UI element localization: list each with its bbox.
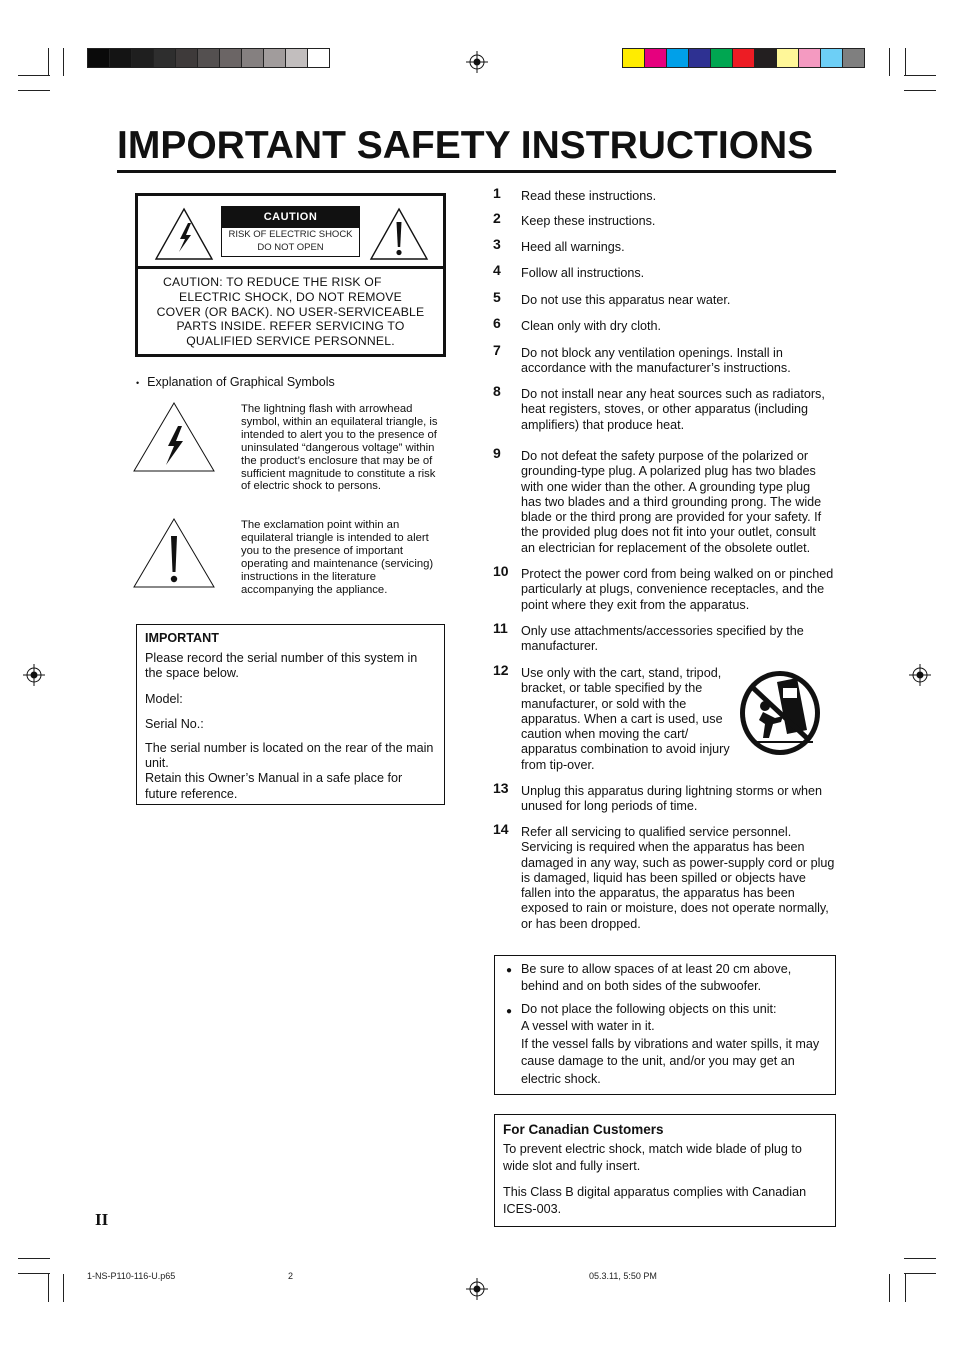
color-swatch: [644, 48, 667, 68]
color-swatch: [87, 48, 110, 68]
item-number: 1: [493, 185, 501, 201]
important-heading: IMPORTANT: [145, 631, 219, 645]
lightning-symbol-description: The lightning flash with arrowhead symbol, within an equilateral triangle, is intended to alert you to the presence of uninsulated “dangerous voltage” within the product’s enclosure that may be of sufficient magnitude to constitute a risk of electric shock to persons.: [241, 403, 438, 493]
item-text: Unplug this apparatus during lightning storms or when unused for long periods of time.: [521, 784, 823, 814]
item-text: Use only with the cart, stand, tripod, bracket, or table specified by the manufacturer, or sold with the apparatus. When a cart is used, use caution when moving the cart/ apparatus combination to avoid injury from tip-over.: [521, 666, 730, 772]
bullet-dot: •: [136, 378, 140, 388]
lightning-triangle-icon: [133, 402, 215, 472]
title-rule: [117, 170, 836, 173]
item-text: Heed all warnings.: [521, 240, 625, 254]
color-swatch: [175, 48, 198, 68]
cart-tip-over-warning-icon: [737, 668, 823, 756]
color-swatch: [710, 48, 733, 68]
exclamation-triangle-icon: [368, 206, 430, 262]
color-swatch: [622, 48, 645, 68]
page-number: II: [95, 1210, 109, 1229]
objects-note: Do not place the following objects on this unit:: [521, 1002, 777, 1016]
color-swatch: [307, 48, 330, 68]
caution-divider: [138, 266, 443, 269]
registration-mark-icon: [23, 664, 45, 686]
spacing-note: Be sure to allow spaces of at least 20 cm above, behind and on both sides of the subwoofer.: [521, 962, 792, 994]
item-number: 6: [493, 315, 501, 331]
model-label: Model:: [145, 691, 183, 706]
item-number: 4: [493, 262, 501, 278]
footer-filename: 1-NS-P110-116-U.p65: [87, 1271, 176, 1281]
page-title: IMPORTANT SAFETY INSTRUCTIONS: [117, 124, 814, 167]
color-swatch: [732, 48, 755, 68]
color-swatch: [241, 48, 264, 68]
item-text: Protect the power cord from being walked on or pinched particularly at plugs, convenience receptacles, and the point where they exit from the apparatus.: [521, 567, 834, 612]
item-text: Do not defeat the safety purpose of the polarized or grounding-type plug. A polarized plug has two blades with one wider than the other. A grounding type plug has two blades and a third grounding prong. The wide blade or the third prong are provided for your safety. If the provided plug does not fit into your outlet, consult an electrician for replacement of the obsolete outlet.: [521, 449, 822, 555]
serial-location-text: The serial number is located on the rear of the main unit.: [145, 741, 434, 771]
item-text: Do not use this apparatus near water.: [521, 293, 731, 307]
item-text: Do not install near any heat sources such as radiators, heat registers, stoves, or other apparatus (including amplifiers) that produce heat.: [521, 387, 825, 432]
item-number: 9: [493, 445, 501, 461]
retain-manual-text: Retain this Owner’s Manual in a safe place for future reference.: [145, 771, 403, 801]
canadian-ices-text: This Class B digital apparatus complies with Canadian ICES-003.: [503, 1184, 807, 1217]
color-swatch: [219, 48, 242, 68]
item-text: Read these instructions.: [521, 189, 657, 203]
exclamation-triangle-icon: [133, 518, 215, 588]
item-number: 3: [493, 236, 501, 252]
placement-notes-box: [494, 955, 836, 1095]
vessel-warning-note: If the vessel falls by vibrations and water spills, it may cause damage to the unit, and/or you may get an electric shock.: [521, 1037, 820, 1086]
color-swatch: [688, 48, 711, 68]
item-text: Refer all servicing to qualified service personnel. Servicing is required when the apparatus has been damaged in any way, such as power-supply cord or plug is damaged, liquid has been spilled or objects have fallen into the apparatus, the apparatus has been exposed to rain or moisture, does not operate normally, or has been dropped.: [521, 825, 835, 931]
caution-label-heading: CAUTION: [222, 207, 359, 228]
caution-panel: [135, 193, 446, 357]
color-swatch: [798, 48, 821, 68]
item-number: 11: [493, 620, 508, 636]
footer-date: 05.3.11, 5:50 PM: [589, 1271, 657, 1281]
lightning-triangle-icon: [153, 206, 215, 262]
caution-line: PARTS INSIDE. REFER SERVICING TO: [176, 319, 405, 334]
bullet-dot: ●: [506, 965, 513, 976]
item-text: Do not block any ventilation openings. Install in accordance with the manufacturer’s instructions.: [521, 346, 791, 376]
item-text: Only use attachments/accessories specified by the manufacturer.: [521, 624, 804, 654]
color-swatch: [666, 48, 689, 68]
vessel-note: A vessel with water in it.: [521, 1019, 655, 1033]
color-swatch: [842, 48, 865, 68]
color-swatch: [820, 48, 843, 68]
item-number: 8: [493, 383, 501, 399]
color-swatch: [754, 48, 777, 68]
registration-mark-icon: [466, 1278, 488, 1300]
item-number: 5: [493, 289, 501, 305]
item-text: Keep these instructions.: [521, 214, 656, 228]
item-number: 13: [493, 780, 509, 796]
caution-label-sub2: DO NOT OPEN: [257, 242, 324, 253]
registration-mark-icon: [909, 664, 931, 686]
serial-label: Serial No.:: [145, 716, 204, 731]
canadian-plug-text: To prevent electric shock, match wide blade of plug to wide slot and fully insert.: [503, 1141, 802, 1174]
caution-line: CAUTION: TO REDUCE THE RISK OF: [163, 275, 382, 289]
exclamation-symbol-description: The exclamation point within an equilateral triangle is intended to alert you to the presence of important operating and maintenance (servicing) instructions in the literature accompanying the appliance.: [241, 519, 434, 596]
caution-warning-text: [143, 275, 438, 349]
color-swatch: [776, 48, 799, 68]
symbols-heading-text: Explanation of Graphical Symbols: [147, 375, 335, 389]
color-swatch: [197, 48, 220, 68]
color-swatch: [285, 48, 308, 68]
color-swatch: [109, 48, 132, 68]
item-text: Follow all instructions.: [521, 266, 645, 280]
canadian-heading: For Canadian Customers: [503, 1122, 664, 1137]
canadian-customers-box: [494, 1114, 836, 1227]
registration-mark-icon: [466, 51, 488, 73]
symbols-heading: [136, 375, 335, 389]
item-number: 10: [493, 563, 509, 579]
important-box: [136, 624, 445, 805]
item-number: 12: [493, 662, 509, 678]
caution-label: [221, 206, 360, 257]
color-swatch: [153, 48, 176, 68]
caution-line: QUALIFIED SERVICE PERSONNEL.: [186, 334, 395, 349]
item-number: 2: [493, 210, 501, 226]
important-record-text: Please record the serial number of this system in the space below.: [145, 651, 418, 681]
color-swatch: [263, 48, 286, 68]
item-number: 14: [493, 821, 509, 837]
color-swatch: [131, 48, 154, 68]
caution-label-sub1: RISK OF ELECTRIC SHOCK: [228, 229, 353, 240]
caution-line: ELECTRIC SHOCK, DO NOT REMOVE: [179, 289, 402, 304]
item-text: Clean only with dry cloth.: [521, 319, 661, 333]
item-number: 7: [493, 342, 501, 358]
footer-page: 2: [288, 1271, 294, 1281]
bullet-dot: ●: [506, 1006, 513, 1017]
caution-line: COVER (OR BACK). NO USER-SERVICEABLE: [156, 304, 425, 319]
